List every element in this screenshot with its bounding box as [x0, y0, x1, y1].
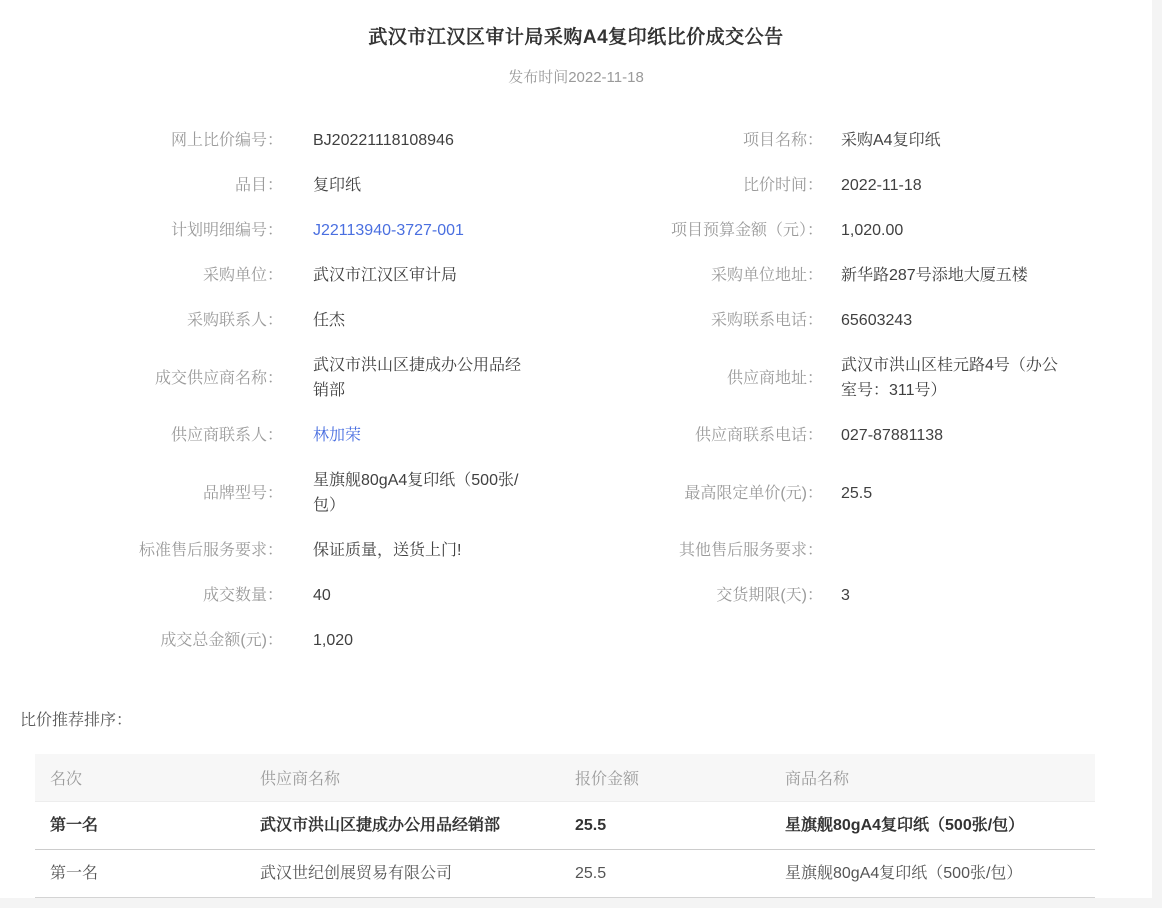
- field-value-budget-amount: 1,020.00: [841, 222, 904, 239]
- form-row: [0, 118, 1152, 163]
- field-value-supplier-phone: 027-87881138: [841, 427, 944, 444]
- field-value-purchaser-address: 新华路287号添地大厦五楼: [841, 267, 1028, 284]
- field-value-max-unit-price: 25.5: [841, 484, 873, 502]
- cell-supplier-name: 武汉市洪山区捷成办公用品经销部: [245, 802, 560, 850]
- header-quote-amount: 报价金额: [560, 754, 770, 802]
- form-row: [0, 413, 1152, 458]
- cell-quote-amount: 25.5: [560, 802, 770, 850]
- field-value-online-compare-no: BJ20221118108946: [313, 132, 454, 149]
- table-header-row: [35, 754, 1095, 802]
- field-label-budget-amount: 项目预算金额（元）：: [670, 222, 823, 239]
- field-label-project-name: 项目名称：: [742, 132, 823, 149]
- ranking-section-title: 比价推荐排序：: [20, 712, 133, 729]
- field-value-brand-model: 星旗舰80gA4复印纸（500张/包）: [313, 472, 519, 514]
- page-title: 武汉市江汉区审计局采购A4复印纸比价成交公告: [368, 27, 784, 48]
- header-product-name: 商品名称: [770, 754, 1095, 802]
- field-value-deal-quantity: 40: [313, 587, 331, 604]
- form-row: [0, 298, 1152, 343]
- form-row: [0, 343, 1152, 413]
- field-label-standard-service: 标准售后服务要求：: [138, 542, 283, 559]
- cell-rank: 第一名: [35, 850, 245, 898]
- form-row: [0, 163, 1152, 208]
- field-label-winning-supplier: 成交供应商名称：: [154, 369, 283, 387]
- field-value-deal-total-amount: 1,020: [313, 632, 354, 649]
- cell-quote-amount: 25.5: [560, 850, 770, 898]
- form-row: [0, 528, 1152, 573]
- cell-product-name: 星旗舰80gA4复印纸（500张/包）: [770, 802, 1095, 850]
- field-value-delivery-days: 3: [841, 587, 850, 604]
- field-label-category: 品目：: [234, 177, 283, 194]
- table-row: [35, 850, 1095, 898]
- field-value-standard-service: 保证质量，送货上门!: [313, 542, 462, 559]
- field-label-purchaser-address: 采购单位地址：: [710, 267, 823, 284]
- field-label-compare-time: 比价时间：: [742, 177, 823, 194]
- field-label-supplier-address: 供应商地址：: [726, 369, 823, 387]
- table-row: [35, 802, 1095, 850]
- field-label-supplier-phone: 供应商联系电话：: [694, 427, 823, 444]
- field-label-purchaser: 采购单位：: [202, 267, 283, 284]
- field-label-plan-detail-no: 计划明细编号：: [170, 222, 283, 239]
- detail-form: [0, 118, 1152, 663]
- field-value-winning-supplier: 武汉市洪山区捷成办公用品经销部: [313, 357, 522, 399]
- field-value-project-name: 采购A4复印纸: [841, 132, 941, 149]
- field-value-purchaser: 武汉市江汉区审计局: [313, 267, 458, 284]
- header-supplier-name: 供应商名称: [245, 754, 560, 802]
- form-row: [0, 253, 1152, 298]
- field-label-supplier-contact: 供应商联系人：: [170, 427, 283, 444]
- field-value-purchaser-phone: 65603243: [841, 312, 913, 329]
- field-value-category: 复印纸: [313, 177, 362, 194]
- cell-product-name: 星旗舰80gA4复印纸（500张/包）: [770, 850, 1095, 898]
- field-label-online-compare-no: 网上比价编号：: [170, 132, 283, 149]
- field-label-other-service: 其他售后服务要求：: [678, 542, 823, 559]
- ranking-table: [35, 754, 1095, 898]
- supplier-contact-link[interactable]: 林加荣: [313, 427, 362, 444]
- field-label-deal-quantity: 成交数量：: [202, 587, 283, 604]
- form-row: [0, 208, 1152, 253]
- field-value-compare-time: 2022-11-18: [841, 177, 922, 194]
- form-row: [0, 573, 1152, 618]
- header-rank: 名次: [35, 754, 245, 802]
- cell-supplier-name: 武汉世纪创展贸易有限公司: [245, 850, 560, 898]
- field-value-purchaser-contact: 任杰: [313, 312, 346, 329]
- form-row: [0, 618, 1152, 663]
- field-value-supplier-address: 武汉市洪山区桂元路4号（办公室号：311号）: [841, 357, 1058, 399]
- cell-rank: 第一名: [35, 802, 245, 850]
- field-label-deal-total-amount: 成交总金额(元)：: [160, 632, 283, 649]
- publish-time: 发布时间2022-11-18: [508, 69, 644, 86]
- field-label-delivery-days: 交货期限(天)：: [716, 587, 823, 604]
- field-label-max-unit-price: 最高限定单价(元)：: [684, 484, 823, 502]
- form-row: [0, 458, 1152, 528]
- plan-detail-number-link[interactable]: J22113940-3727-001: [313, 222, 464, 239]
- field-label-purchaser-contact: 采购联系人：: [186, 312, 283, 329]
- field-label-purchaser-phone: 采购联系电话：: [710, 312, 823, 329]
- field-label-brand-model: 品牌型号：: [202, 484, 283, 502]
